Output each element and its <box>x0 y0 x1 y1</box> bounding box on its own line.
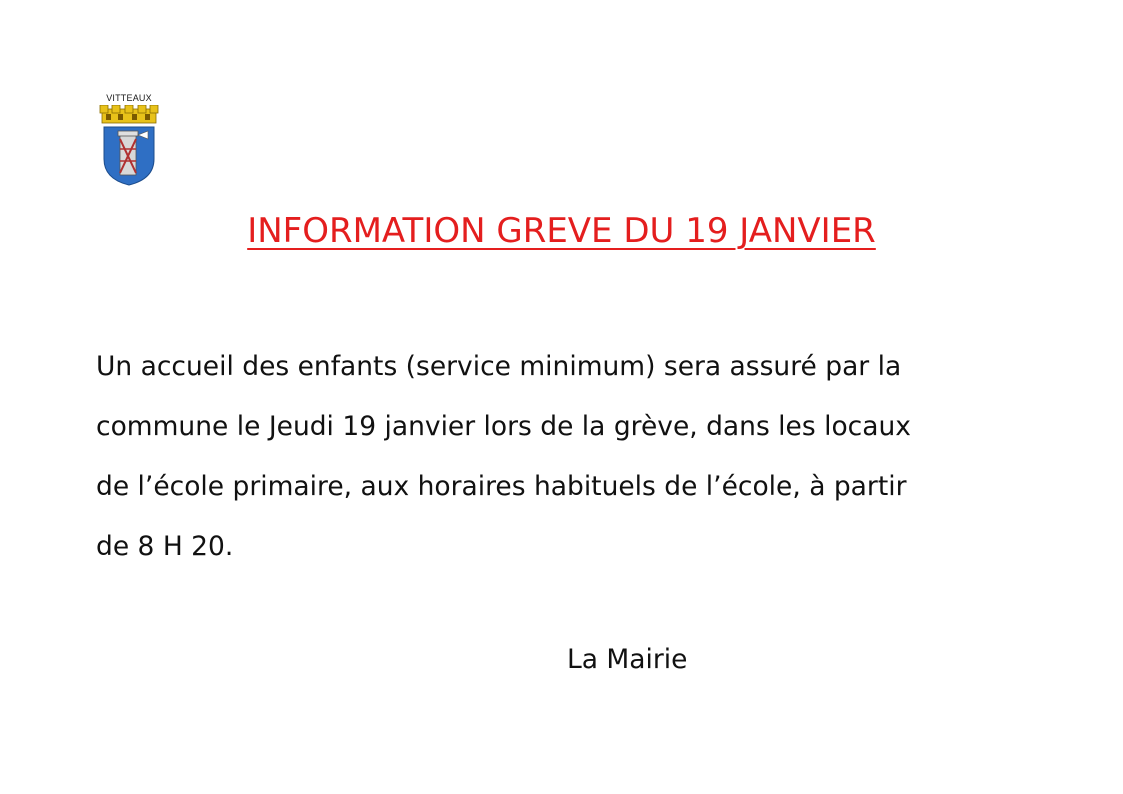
notice-title: INFORMATION GREVE DU 19 JANVIER <box>247 211 876 251</box>
notice-body-line: Un accueil des enfants (service minimum) sera assuré par la <box>96 351 902 382</box>
notice-body-line: de 8 H 20. <box>96 531 234 562</box>
signature: La Mairie <box>567 644 688 675</box>
logo-town-name: VITTEAUX <box>106 93 152 103</box>
crown-icon <box>100 105 158 123</box>
shield-icon <box>98 105 160 187</box>
notice-body <box>96 337 1036 577</box>
town-coat-of-arms-logo <box>96 93 162 189</box>
notice-body-line: de l’école primaire, aux horaires habituels de l’école, à partir <box>96 471 907 502</box>
notice-body-line: commune le Jeudi 19 janvier lors de la grève, dans les locaux <box>96 411 911 442</box>
